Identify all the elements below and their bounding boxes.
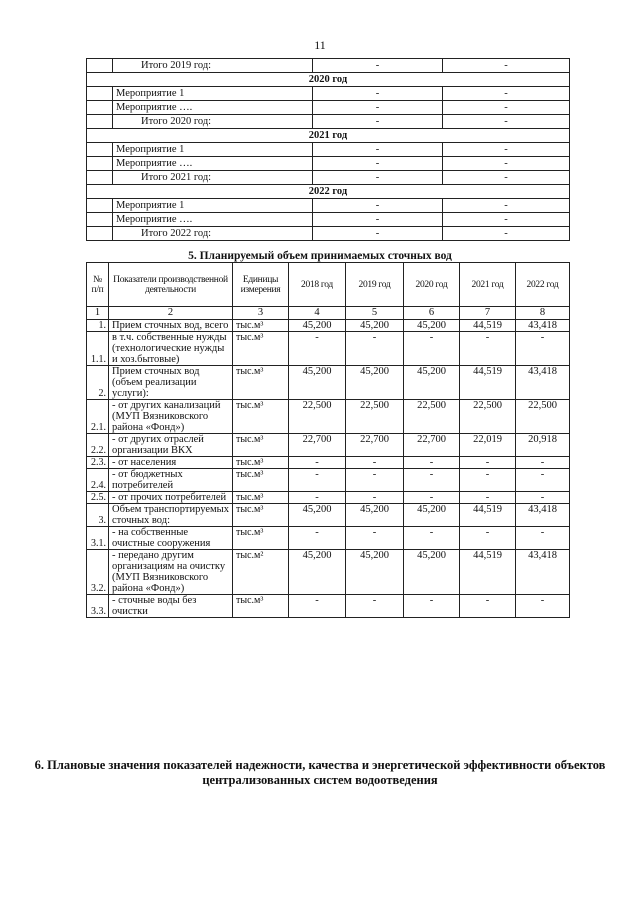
value-cell: -: [443, 213, 570, 227]
row-number: 1.: [87, 320, 109, 332]
value-cell: 22,500: [404, 400, 460, 434]
value-cell: -: [404, 332, 460, 366]
value-cell: -: [460, 457, 516, 469]
value-cell: 45,200: [289, 366, 346, 400]
page-number: 11: [314, 38, 326, 52]
value-cell: 44,519: [460, 504, 516, 527]
value-cell: 22,500: [460, 400, 516, 434]
value-cell: -: [460, 469, 516, 492]
value-cell: -: [404, 457, 460, 469]
year-label: 2022 год: [87, 185, 570, 199]
value-cell: 22,500: [516, 400, 570, 434]
value-cell: -: [346, 595, 404, 618]
investment-plan-table: [86, 58, 570, 241]
value-cell: 44,519: [460, 366, 516, 400]
unit: тыс.м³: [233, 469, 289, 492]
value-cell: 45,200: [289, 550, 346, 595]
value-cell: -: [443, 59, 570, 73]
value-cell: -: [346, 492, 404, 504]
value-cell: -: [516, 332, 570, 366]
value-cell: 45,200: [346, 366, 404, 400]
unit: тыс.м³: [233, 332, 289, 366]
row-number: 2.3.: [87, 457, 109, 469]
value-cell: 22,700: [289, 434, 346, 457]
activity-label: Мероприятие ….: [113, 157, 313, 171]
indicator-name: - от других канализаций (МУП Вязниковского района «Фонд»): [109, 400, 233, 434]
total-row: [87, 115, 570, 129]
column-number: 4: [289, 307, 346, 320]
table-row: [87, 457, 570, 469]
unit: тыс.м³: [233, 366, 289, 400]
value-cell: -: [313, 101, 443, 115]
value-cell: -: [289, 595, 346, 618]
edge-cell: [87, 213, 113, 227]
value-cell: -: [346, 527, 404, 550]
header-cell: № п/п: [87, 263, 109, 307]
value-cell: -: [460, 332, 516, 366]
table-row: [87, 400, 570, 434]
year-label: 2020 год: [87, 73, 570, 87]
value-cell: -: [346, 332, 404, 366]
total-label: Итого 2019 год:: [113, 59, 313, 73]
value-cell: -: [443, 199, 570, 213]
value-cell: -: [516, 457, 570, 469]
unit: тыс.м³: [233, 527, 289, 550]
indicator-name: - от бюджетных потребителей: [109, 469, 233, 492]
column-number: 8: [516, 307, 570, 320]
row-number: 2.: [87, 366, 109, 400]
indicator-name: - от населения: [109, 457, 233, 469]
total-row: [87, 59, 570, 73]
indicator-name: в т.ч. собственные нужды (технологические нужды и хоз.бытовые): [109, 332, 233, 366]
year-header-row: [87, 185, 570, 199]
value-cell: -: [313, 115, 443, 129]
value-cell: -: [404, 492, 460, 504]
indicator-name: - передано другим организациям на очистку (МУП Вязниковского района «Фонд»): [109, 550, 233, 595]
value-cell: 45,200: [404, 550, 460, 595]
column-number: 5: [346, 307, 404, 320]
value-cell: -: [346, 457, 404, 469]
column-number: 1: [87, 307, 109, 320]
header-cell: 2019 год: [346, 263, 404, 307]
activity-row: [87, 199, 570, 213]
value-cell: -: [313, 59, 443, 73]
value-cell: -: [443, 101, 570, 115]
table-row: [87, 332, 570, 366]
row-number: 2.1.: [87, 400, 109, 434]
value-cell: -: [313, 213, 443, 227]
value-cell: -: [443, 227, 570, 241]
value-cell: -: [404, 595, 460, 618]
table-row: [87, 595, 570, 618]
value-cell: -: [443, 115, 570, 129]
row-number: 3.1.: [87, 527, 109, 550]
edge-cell: [87, 157, 113, 171]
value-cell: 22,700: [404, 434, 460, 457]
value-cell: -: [460, 492, 516, 504]
activity-row: [87, 101, 570, 115]
value-cell: 45,200: [346, 504, 404, 527]
value-cell: 43,418: [516, 550, 570, 595]
table-row: [87, 527, 570, 550]
indicator-name: - сточные воды без очистки: [109, 595, 233, 618]
activity-label: Мероприятие 1: [113, 143, 313, 157]
activity-label: Мероприятие 1: [113, 199, 313, 213]
indicator-name: - на собственные очистные сооружения: [109, 527, 233, 550]
value-cell: -: [460, 595, 516, 618]
section-6-title: 6. Плановые значения показателей надежности, качества и энергетической эффективности объектов централизованных систем водоотведения: [34, 758, 606, 787]
total-row: [87, 227, 570, 241]
value-cell: 44,519: [460, 550, 516, 595]
row-number: 1.1.: [87, 332, 109, 366]
value-cell: -: [289, 469, 346, 492]
value-cell: 22,019: [460, 434, 516, 457]
column-number: 3: [233, 307, 289, 320]
value-cell: -: [313, 87, 443, 101]
total-row: [87, 171, 570, 185]
unit: тыс.м²: [233, 550, 289, 595]
unit: тыс.м³: [233, 400, 289, 434]
unit: тыс.м³: [233, 320, 289, 332]
row-number: 2.4.: [87, 469, 109, 492]
value-cell: -: [313, 227, 443, 241]
edge-cell: [87, 227, 113, 241]
value-cell: 22,500: [346, 400, 404, 434]
table-row: [87, 434, 570, 457]
edge-cell: [87, 59, 113, 73]
year-header-row: [87, 129, 570, 143]
row-number: 2.5.: [87, 492, 109, 504]
edge-cell: [87, 115, 113, 129]
value-cell: -: [516, 492, 570, 504]
unit: тыс.м³: [233, 457, 289, 469]
header-cell: 2018 год: [289, 263, 346, 307]
table-row: [87, 492, 570, 504]
value-cell: -: [289, 492, 346, 504]
activity-row: [87, 213, 570, 227]
column-number: 2: [109, 307, 233, 320]
table-row: [87, 550, 570, 595]
header-cell: Показатели производственной деятельности: [109, 263, 233, 307]
value-cell: -: [443, 171, 570, 185]
indicator-name: Прием сточных вод, всего: [109, 320, 233, 332]
column-number: 6: [404, 307, 460, 320]
value-cell: -: [516, 469, 570, 492]
header-cell: Единицы измерения: [233, 263, 289, 307]
edge-cell: [87, 101, 113, 115]
value-cell: -: [313, 171, 443, 185]
activity-label: Мероприятие ….: [113, 213, 313, 227]
indicator-name: Прием сточных вод (объем реализации услуги):: [109, 366, 233, 400]
value-cell: 43,418: [516, 320, 570, 332]
activity-row: [87, 143, 570, 157]
value-cell: 22,500: [289, 400, 346, 434]
value-cell: -: [313, 157, 443, 171]
table-row: [87, 504, 570, 527]
indicator-name: Объем транспортируемых сточных вод:: [109, 504, 233, 527]
table-row: [87, 366, 570, 400]
indicator-name: - от прочих потребителей: [109, 492, 233, 504]
total-label: Итого 2020 год:: [113, 115, 313, 129]
total-label: Итого 2021 год:: [113, 171, 313, 185]
row-number: 2.2.: [87, 434, 109, 457]
header-cell: 2022 год: [516, 263, 570, 307]
unit: тыс.м³: [233, 434, 289, 457]
value-cell: -: [443, 87, 570, 101]
value-cell: 43,418: [516, 504, 570, 527]
value-cell: -: [289, 527, 346, 550]
column-number: 7: [460, 307, 516, 320]
table-row: [87, 469, 570, 492]
wastewater-volume-table: [86, 262, 570, 618]
unit: тыс.м³: [233, 504, 289, 527]
edge-cell: [87, 87, 113, 101]
value-cell: -: [313, 199, 443, 213]
value-cell: -: [289, 332, 346, 366]
value-cell: 43,418: [516, 366, 570, 400]
value-cell: 22,700: [346, 434, 404, 457]
value-cell: -: [516, 527, 570, 550]
value-cell: 45,200: [289, 320, 346, 332]
edge-cell: [87, 143, 113, 157]
row-number: 3.3.: [87, 595, 109, 618]
value-cell: 45,200: [289, 504, 346, 527]
section-5-title: 5. Планируемый объем принимаемых сточных вод: [188, 250, 452, 262]
activity-row: [87, 87, 570, 101]
value-cell: 45,200: [404, 320, 460, 332]
value-cell: -: [313, 143, 443, 157]
indicator-name: - от других отраслей организации ВКХ: [109, 434, 233, 457]
value-cell: 45,200: [346, 550, 404, 595]
value-cell: -: [404, 469, 460, 492]
total-label: Итого 2022 год:: [113, 227, 313, 241]
value-cell: 45,200: [404, 366, 460, 400]
table-header-row: [87, 263, 570, 307]
unit: тыс.м³: [233, 492, 289, 504]
value-cell: -: [516, 595, 570, 618]
row-number: 3.: [87, 504, 109, 527]
edge-cell: [87, 171, 113, 185]
value-cell: 20,918: [516, 434, 570, 457]
value-cell: 45,200: [404, 504, 460, 527]
edge-cell: [87, 199, 113, 213]
value-cell: -: [460, 527, 516, 550]
year-header-row: [87, 73, 570, 87]
value-cell: -: [289, 457, 346, 469]
year-label: 2021 год: [87, 129, 570, 143]
value-cell: 45,200: [346, 320, 404, 332]
activity-row: [87, 157, 570, 171]
table-row: [87, 320, 570, 332]
value-cell: -: [443, 157, 570, 171]
header-cell: 2020 год: [404, 263, 460, 307]
value-cell: -: [404, 527, 460, 550]
value-cell: -: [443, 143, 570, 157]
unit: тыс.м³: [233, 595, 289, 618]
activity-label: Мероприятие 1: [113, 87, 313, 101]
value-cell: -: [346, 469, 404, 492]
header-cell: 2021 год: [460, 263, 516, 307]
activity-label: Мероприятие ….: [113, 101, 313, 115]
row-number: 3.2.: [87, 550, 109, 595]
value-cell: 44,519: [460, 320, 516, 332]
column-number-row: [87, 307, 570, 320]
